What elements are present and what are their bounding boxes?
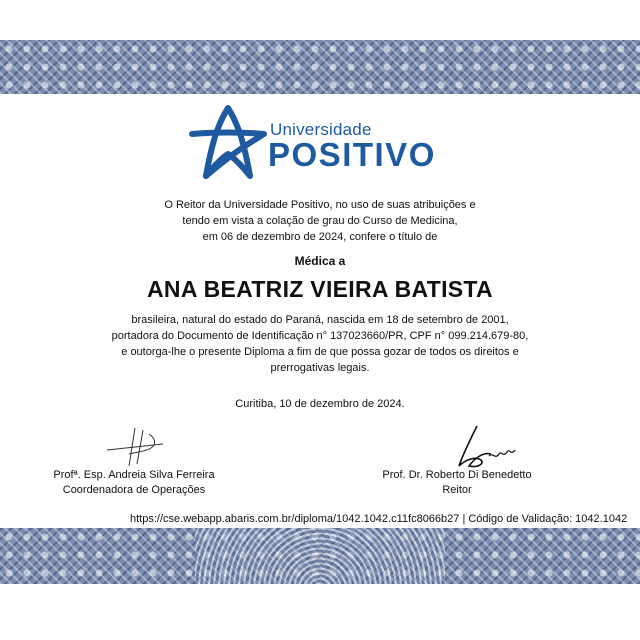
bottom-wave-pattern: [195, 528, 445, 584]
signature-right-icon: [455, 424, 519, 470]
star-logo-icon: [188, 104, 268, 182]
intro-line: em 06 de dezembro de 2024, confere o título de: [202, 231, 438, 243]
body-paragraph: [0, 312, 640, 376]
body-line: portadora do Documento de Identificação n° 137023660/PR, CPF n° 099.214.679-80,: [111, 330, 529, 342]
degree-title: Médica a: [294, 254, 346, 268]
university-name-top: Universidade: [270, 120, 372, 139]
intro-paragraph: [0, 197, 640, 245]
graduate-name: ANA BEATRIZ VIEIRA BATISTA: [147, 276, 493, 302]
signatory-role: Reitor: [442, 484, 472, 496]
body-line: brasileira, natural do estado do Paraná, nascida em 18 de setembro de 2001,: [131, 314, 509, 326]
validation-link[interactable]: https://cse.webapp.abaris.com.br/diploma/1042.1042.c11fc8066b27 | Código de Validação: 1042.1042: [130, 513, 628, 525]
signatory-name: Prof. Dr. Roberto Di Benedetto: [382, 469, 532, 481]
university-name-main: POSITIVO: [268, 136, 436, 173]
intro-line: O Reitor da Universidade Positivo, no uso de suas atribuições e: [164, 199, 476, 211]
signatory-name: Profª. Esp. Andreia Silva Ferreira: [53, 469, 215, 481]
body-line: e outorga-lhe o presente Diploma a fim de que possa gozar de todos os direitos e: [121, 346, 519, 358]
signatory-right: [332, 468, 582, 498]
body-line: prerrogativas legais.: [270, 362, 370, 374]
place-date: Curitiba, 10 de dezembro de 2024.: [235, 398, 405, 410]
signatory-left: [9, 468, 259, 498]
bottom-decorative-band: [0, 528, 640, 584]
top-decorative-band: [0, 40, 640, 94]
signature-left-icon: [105, 424, 167, 468]
intro-line: tendo em vista a colação de grau do Curso de Medicina,: [182, 215, 458, 227]
signatory-role: Coordenadora de Operações: [62, 484, 206, 496]
